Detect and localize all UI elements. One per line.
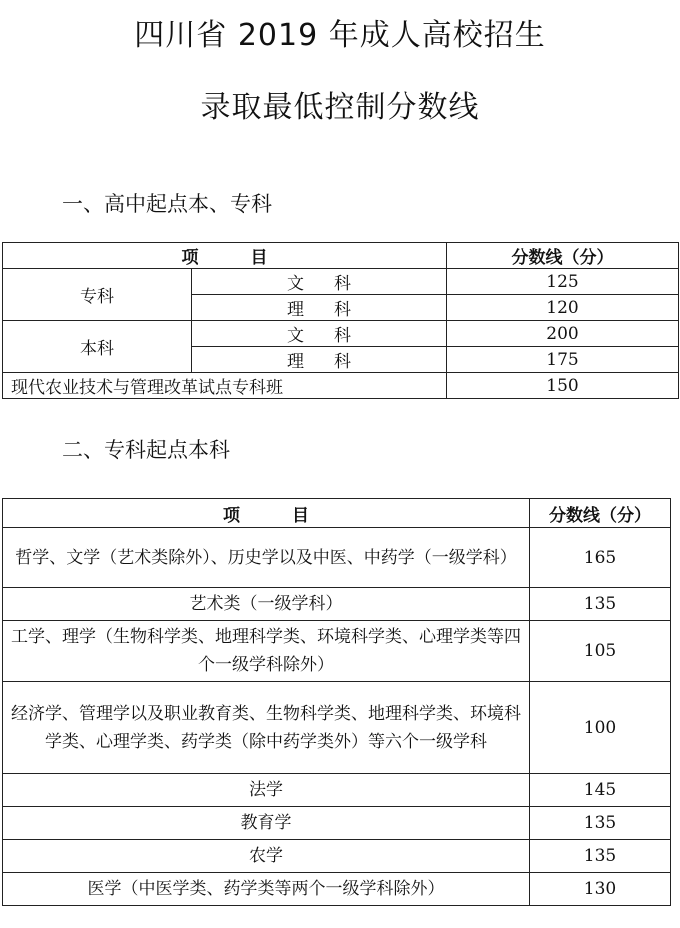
row-item: 农学 [3, 840, 530, 873]
table-row [3, 840, 671, 873]
row-score: 135 [530, 807, 671, 840]
table-row [3, 373, 679, 399]
section2-heading: 二、专科起点本科 [62, 438, 230, 462]
zhuanke-label: 专科 [3, 269, 192, 321]
section1-header-row [3, 243, 679, 269]
document-title-line2: 录取最低控制分数线 [200, 90, 480, 125]
row-score: 135 [530, 840, 671, 873]
table-row [3, 321, 679, 347]
benke-wen-score: 200 [447, 321, 679, 347]
table-row [3, 807, 671, 840]
benke-li-score: 175 [447, 347, 679, 373]
table-row [3, 621, 671, 682]
zhuanke-li-score: 120 [447, 295, 679, 321]
benke-label: 本科 [3, 321, 192, 373]
section1-header-item: 项目 [3, 243, 447, 269]
table-row [3, 588, 671, 621]
section2-header-score: 分数线（分） [530, 499, 671, 528]
row-item: 经济学、管理学以及职业教育类、生物科学类、地理科学类、环境科学类、心理学类、药学类（除中药学类外）等六个一级学科 [3, 682, 530, 774]
section1-header-score: 分数线（分） [447, 243, 679, 269]
row-item: 哲学、文学（艺术类除外）、历史学以及中医、中药学（一级学科） [3, 528, 530, 588]
zhuanke-wen-score: 125 [447, 269, 679, 295]
row-score: 130 [530, 873, 671, 906]
table-row [3, 682, 671, 774]
benke-li-label: 理科 [192, 347, 447, 373]
section1-table [2, 242, 679, 399]
section1-heading: 一、高中起点本、专科 [62, 192, 272, 216]
section2-header-item: 项目 [3, 499, 530, 528]
special-class-label: 现代农业技术与管理改革试点专科班 [3, 373, 447, 399]
row-score: 105 [530, 621, 671, 682]
row-item: 法学 [3, 774, 530, 807]
section2-table [2, 498, 671, 906]
table-row [3, 528, 671, 588]
row-item: 医学（中医学类、药学类等两个一级学科除外） [3, 873, 530, 906]
section2-header-row [3, 499, 671, 528]
special-class-score: 150 [447, 373, 679, 399]
row-item: 教育学 [3, 807, 530, 840]
table-row [3, 873, 671, 906]
document-title-line1: 四川省 2019 年成人高校招生 [134, 18, 546, 53]
row-score: 165 [530, 528, 671, 588]
table-row [3, 269, 679, 295]
row-item: 工学、理学（生物科学类、地理科学类、环境科学类、心理学类等四个一级学科除外） [3, 621, 530, 682]
row-score: 145 [530, 774, 671, 807]
benke-wen-label: 文科 [192, 321, 447, 347]
table-row [3, 774, 671, 807]
row-score: 100 [530, 682, 671, 774]
row-item: 艺术类（一级学科） [3, 588, 530, 621]
row-score: 135 [530, 588, 671, 621]
zhuanke-wen-label: 文科 [192, 269, 447, 295]
zhuanke-li-label: 理科 [192, 295, 447, 321]
